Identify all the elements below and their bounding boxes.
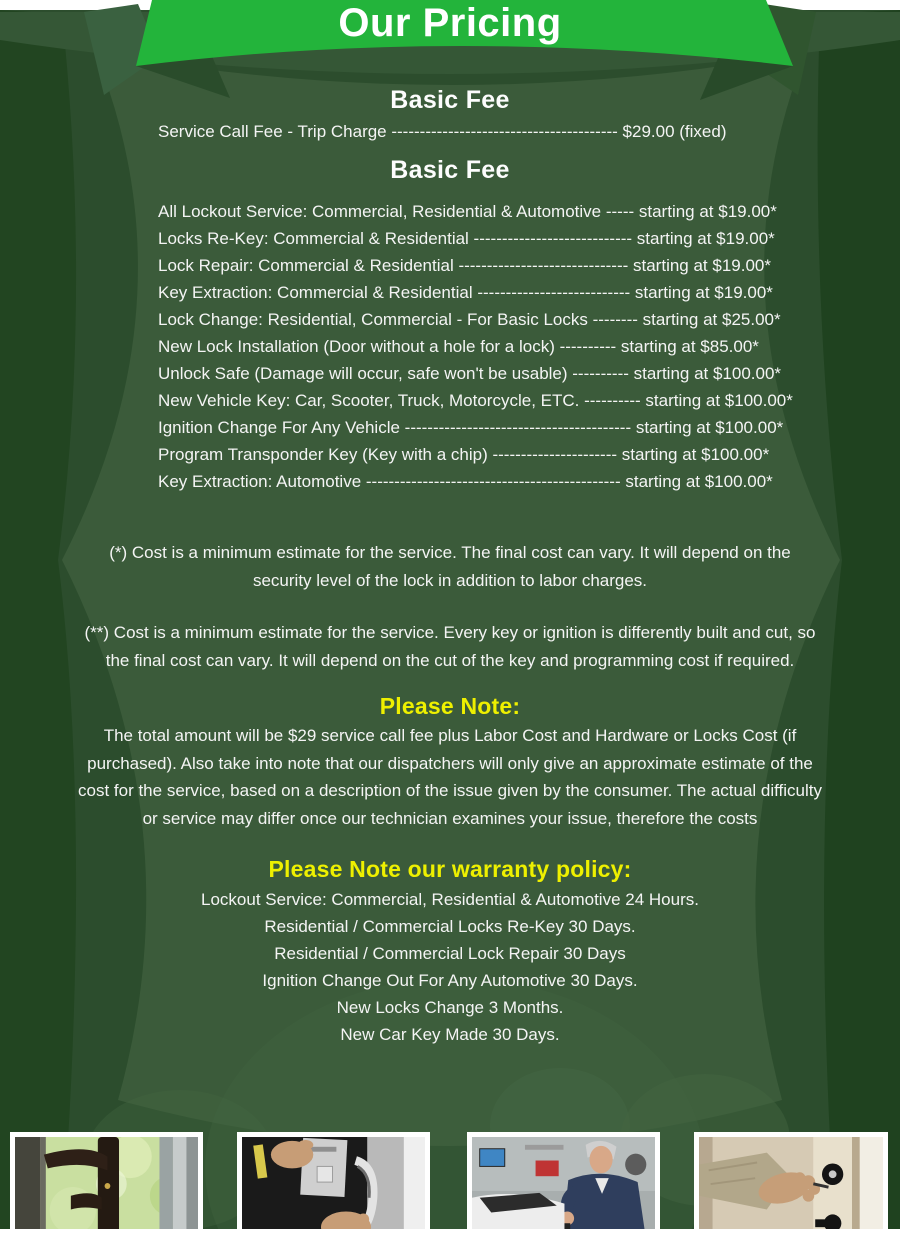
auto-locksmith-photo-art: [472, 1137, 655, 1235]
warranty-line: Residential / Commercial Locks Re-Key 30 Days.: [264, 917, 636, 936]
page-title: Our Pricing: [338, 1, 562, 45]
bottom-white-strip: [0, 1229, 900, 1240]
door-lock-photo-art: [15, 1137, 198, 1235]
price-line: New Vehicle Key: Car, Scooter, Truck, Motorcycle, ETC. ---------- starting at $100.00*: [158, 391, 793, 410]
price-line: Key Extraction: Commercial & Residential --------------------------- starting at $19.00*: [158, 283, 773, 302]
disclaimer-single-star: (*) Cost is a minimum estimate for the service. The final cost can vary. It will depend on the security level of the lock in addition to labor charges.: [109, 543, 791, 590]
price-line: Unlock Safe (Damage will occur, safe won't be usable) ---------- starting at $100.00*: [158, 364, 782, 383]
trip-charge-list: [158, 118, 798, 145]
warranty-line: Lockout Service: Commercial, Residential & Automotive 24 Hours.: [201, 890, 699, 909]
photo-auto-locksmith: [467, 1132, 660, 1240]
photo-lock-repair: [694, 1132, 888, 1240]
warranty-line: New Car Key Made 30 Days.: [340, 1025, 560, 1044]
photo-gallery: [0, 1132, 900, 1240]
price-line: Ignition Change For Any Vehicle ---------------------------------------- starting at $100.00*: [158, 418, 784, 437]
please-note-body: The total amount will be $29 service call fee plus Labor Cost and Hardware or Locks Cost (if purchased). Also take into note that our dispatchers will only give an approximate estimate of the cost for the service, based on a description of the issue given by the consumer. The actual difficulty or service may differ once our technician examines your issue, therefore the costs: [78, 726, 823, 828]
photo-door-lock: [10, 1132, 203, 1240]
lock-repair-photo-art: [699, 1137, 883, 1235]
basic-fee-heading-1: Basic Fee: [390, 86, 510, 114]
photo-lockout-service: [237, 1132, 430, 1240]
warranty-policy-list: [0, 886, 900, 1048]
price-line: New Lock Installation (Door without a hole for a lock) ---------- starting at $85.00*: [158, 337, 759, 356]
price-line: Locks Re-Key: Commercial & Residential ---------------------------- starting at $19.00*: [158, 229, 775, 248]
price-line: Lock Repair: Commercial & Residential ------------------------------ starting at $19.00*: [158, 256, 771, 275]
price-line: All Lockout Service: Commercial, Residential & Automotive ----- starting at $19.00*: [158, 202, 777, 221]
price-line: Lock Change: Residential, Commercial - For Basic Locks -------- starting at $25.00*: [158, 310, 781, 329]
price-line: Key Extraction: Automotive --------------------------------------------- starting at $100.00*: [158, 472, 773, 491]
disclaimer-double-star: (**) Cost is a minimum estimate for the service. Every key or ignition is differently built and cut, so the final cost can vary. It will depend on the cut of the key and programming cost if required.: [84, 623, 816, 670]
warranty-line: Residential / Commercial Lock Repair 30 Days: [274, 944, 626, 963]
lockout-photo-art: [242, 1137, 425, 1235]
service-price-list: [158, 198, 798, 495]
price-line: Program Transponder Key (Key with a chip) ---------------------- starting at $100.00*: [158, 445, 770, 464]
warranty-line: New Locks Change 3 Months.: [336, 998, 564, 1017]
warranty-line: Ignition Change Out For Any Automotive 30 Days.: [262, 971, 638, 990]
please-note-heading: Please Note:: [379, 693, 521, 719]
warranty-policy-heading: Please Note our warranty policy:: [268, 856, 632, 882]
basic-fee-heading-2: Basic Fee: [390, 156, 510, 184]
price-line: Service Call Fee - Trip Charge ---------------------------------------- $29.00 (fixed): [158, 122, 727, 141]
